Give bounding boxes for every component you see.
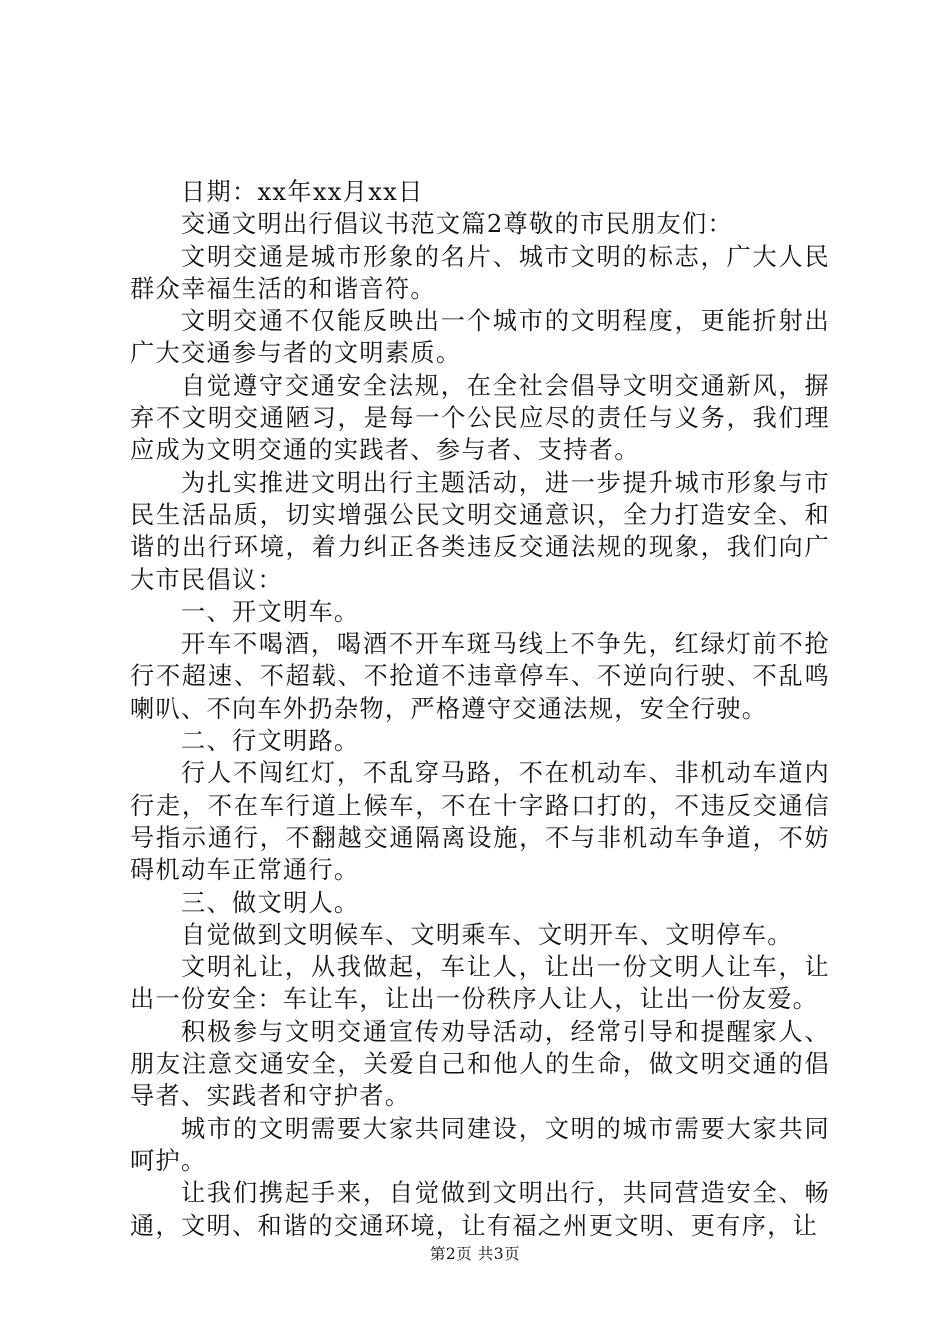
section-heading: 三、做文明人。 xyxy=(181,888,360,917)
section-heading: 一、开文明车。 xyxy=(181,597,360,626)
paragraph: 城市的文明需要大家共同建设，文明的城市需要大家共同呵护。 xyxy=(130,1114,830,1175)
paragraph: 自觉遵守交通安全法规，在全社会倡导文明交通新风，摒弃不文明交通陋习，是每一个公民应尽的责任与义务，我们理应成为文明交通的实践者、参与者、支持者。 xyxy=(130,371,830,465)
page-number-footer: 第2页 共3页 xyxy=(429,1245,521,1263)
paragraph: 文明交通是城市形象的名片、城市文明的标志，广大人民群众幸福生活的和谐音符。 xyxy=(130,242,830,303)
paragraph: 文明交通不仅能反映出一个城市的文明程度，更能折射出广大交通参与者的文明素质。 xyxy=(130,307,830,368)
paragraph: 为扎实推进文明出行主题活动，进一步提升城市形象与市民生活品质，切实增强公民文明交通意识，全力打造安全、和谐的出行环境，着力纠正各类违反交通法规的现象，我们向广大市民倡议： xyxy=(130,468,830,594)
paragraph-title-salutation: 交通文明出行倡议书范文篇2尊敬的市民朋友们： xyxy=(181,210,733,239)
paragraph: 让我们携起手来，自觉做到文明出行，共同营造安全、畅通，文明、和谐的交通环境，让有福之州更文明、更有序，让 xyxy=(130,1179,830,1240)
paragraph: 开车不喝酒，喝酒不开车斑马线上不争先，红绿灯前不抢行不超速、不超载、不抢道不违章停车、不逆向行驶、不乱鸣喇叭、不向车外扔杂物，严格遵守交通法规，安全行驶。 xyxy=(130,630,830,723)
paragraph: 自觉做到文明候车、文明乘车、文明开车、文明停车。 xyxy=(181,920,793,949)
section-heading: 二、行文明路。 xyxy=(181,727,360,756)
document-body xyxy=(130,176,830,1242)
paragraph: 行人不闯红灯，不乱穿马路，不在机动车、非机动车道内行走，不在车行道上候车，不在十字路口打的，不违反交通信号指示通行，不翻越交通隔离设施，不与非机动车争道，不妨碍机动车正常通行。 xyxy=(130,759,830,885)
paragraph: 文明礼让，从我做起，车让人，让出一份文明人让车，让出一份安全：车让车，让出一份秩序人让人，让出一份友爱。 xyxy=(130,953,830,1014)
paragraph-date: 日期：xx年xx月xx日 xyxy=(181,178,424,206)
paragraph: 积极参与文明交通宣传劝导活动，经常引导和提醒家人、朋友注意交通安全，关爱自己和他人的生命，做文明交通的倡导者、实践者和守护者。 xyxy=(130,1017,830,1111)
